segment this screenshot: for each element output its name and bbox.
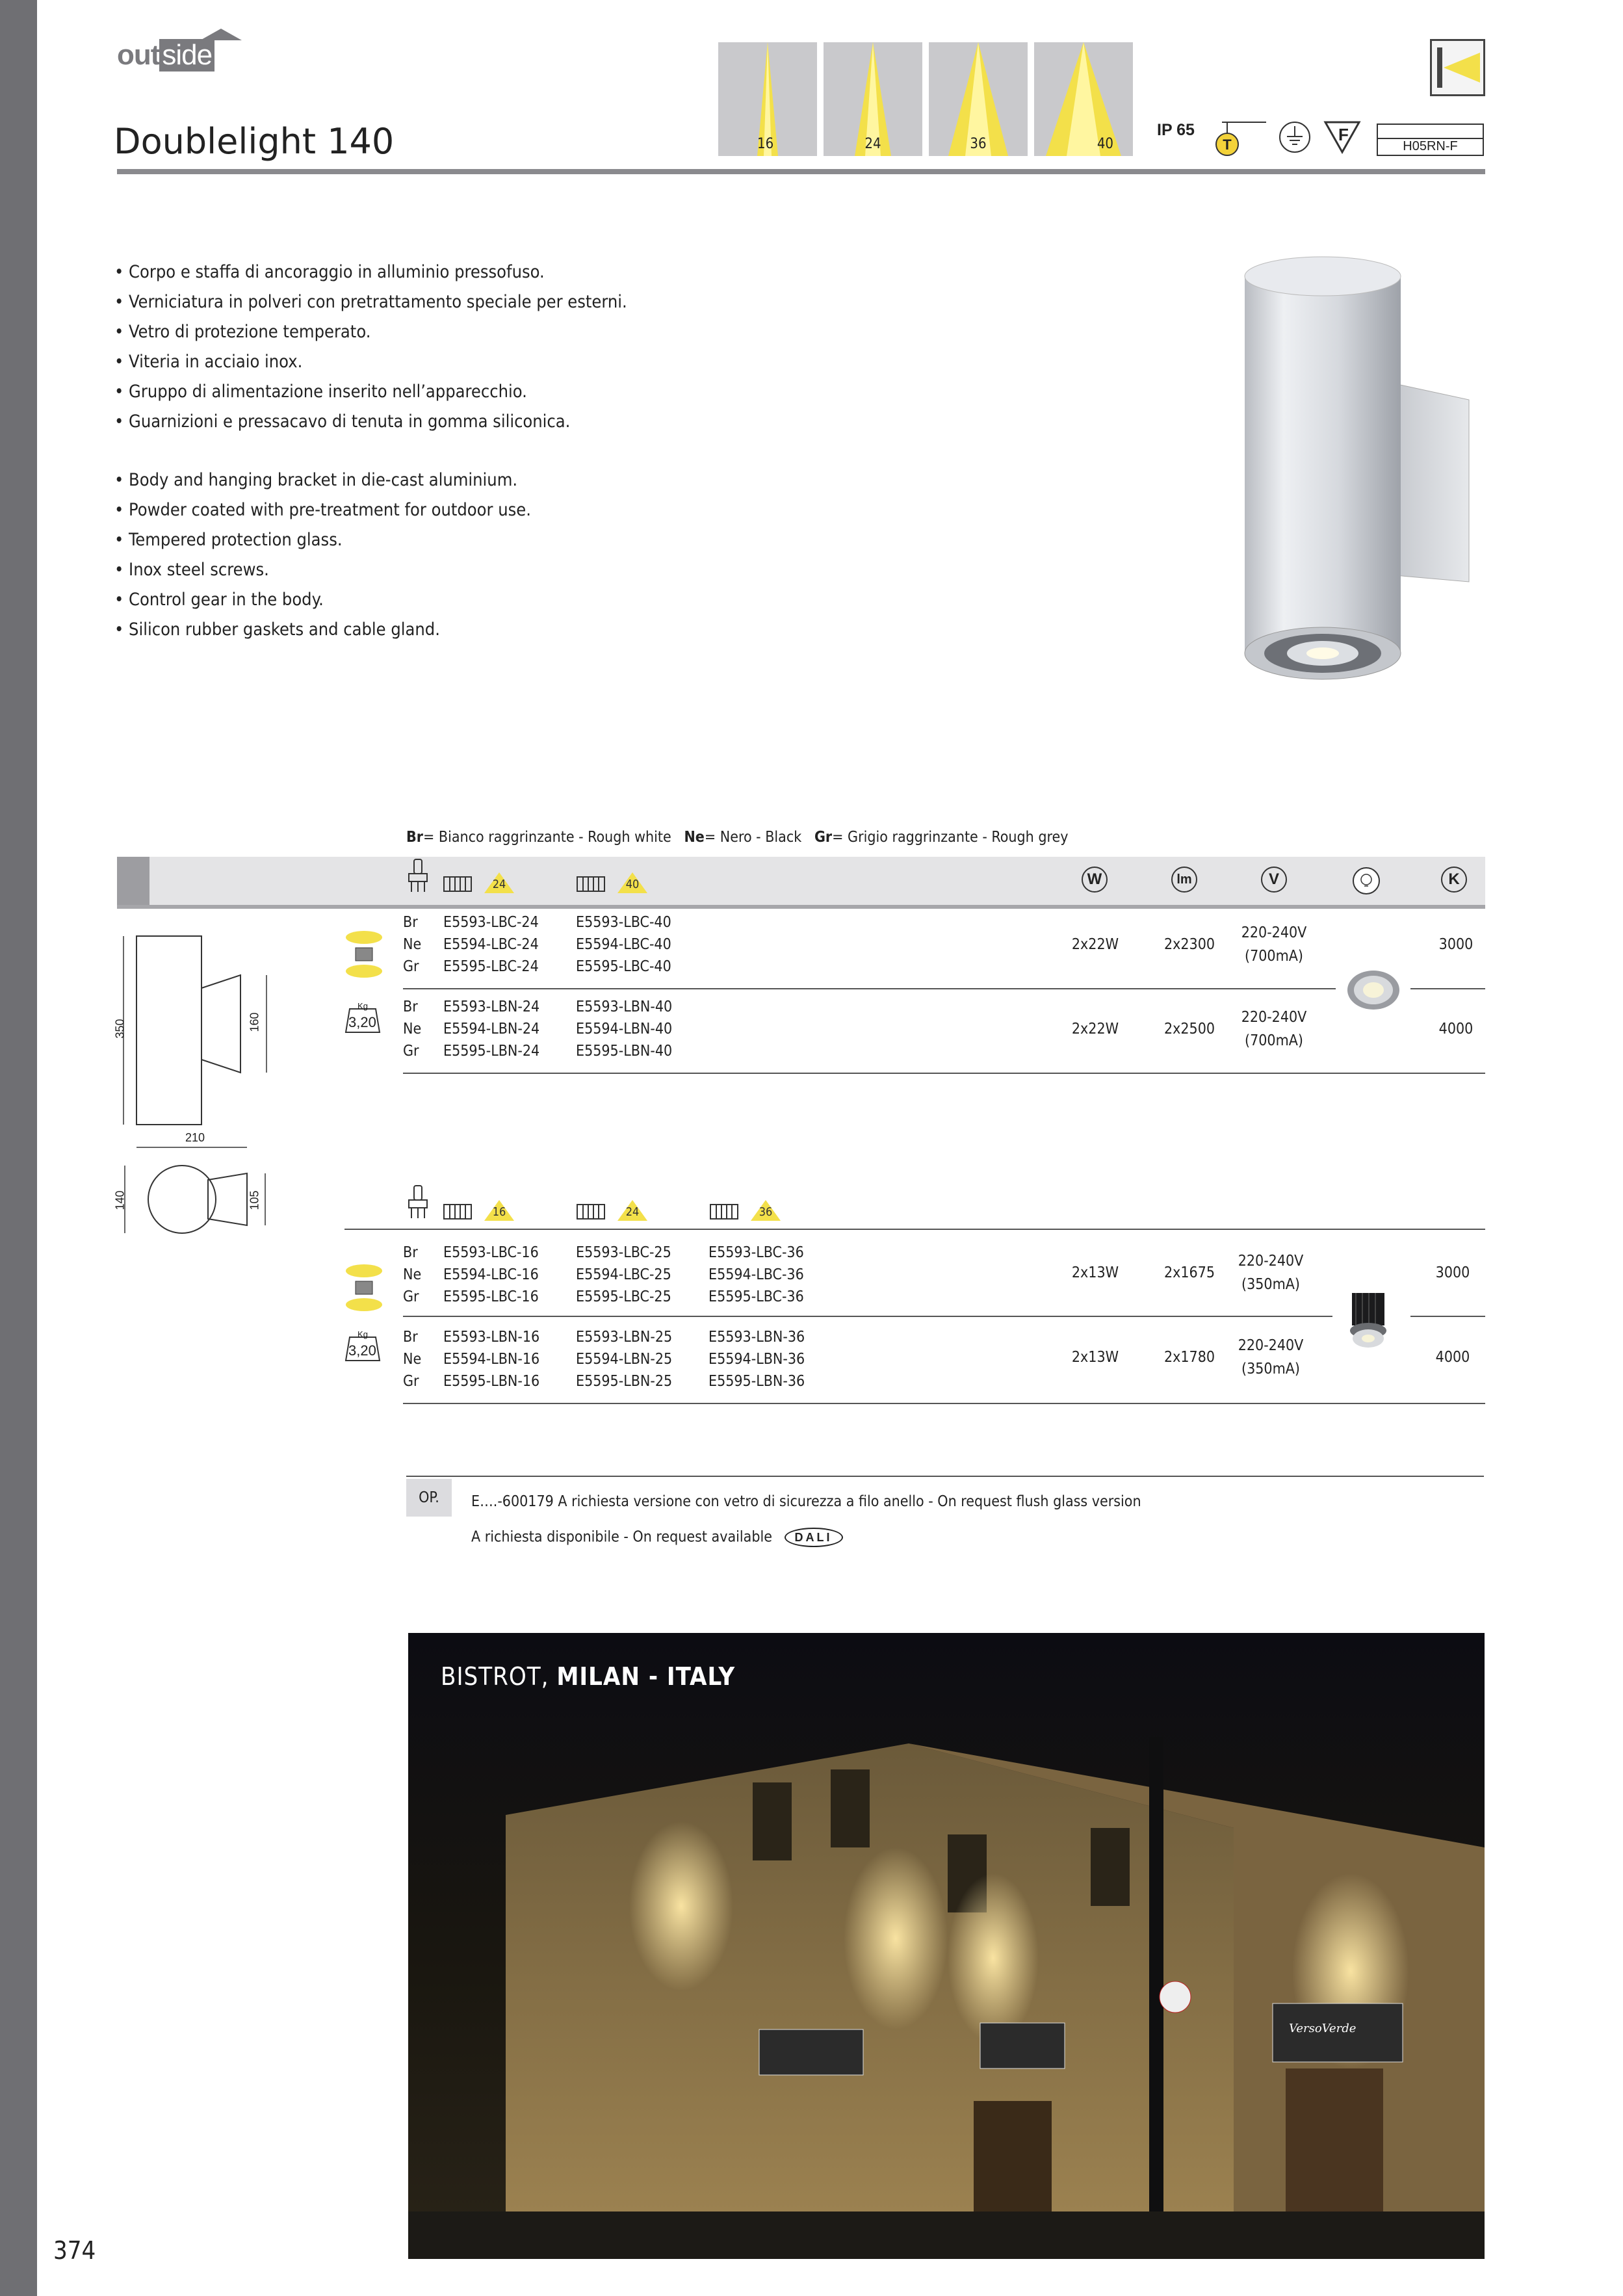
description-italian [114,257,627,437]
cable-type-badge [1377,124,1484,156]
lens-code-icon [443,876,472,894]
beam-label: 36 [970,136,987,152]
beam-24-icon [824,42,922,156]
article-code: E5593-LBC-40 [576,914,671,931]
beam-40-icon [1034,42,1133,156]
article-code: E5594-LBN-40 [576,1021,673,1037]
finish-code: Gr [403,1043,419,1060]
list-item: • Powder coated with pre-treatment for outdoor use. [114,495,531,525]
lamp-holder-icon [406,1184,430,1223]
current-value: (700mA) [1245,948,1303,965]
legend-ne-text: = Nero - Black [704,829,802,846]
article-code: E5593-LBN-36 [708,1329,805,1346]
kelvin-column-icon: K [1441,867,1467,893]
section-divider [344,1229,1485,1230]
lamp-holder-icon [406,858,430,897]
list-item: • Viteria in acciaio inox. [114,347,627,377]
logo-out: out [117,39,160,71]
list-item: • Body and hanging bracket in die-cast aluminium. [114,465,531,495]
article-code: E5595-LBN-24 [443,1043,540,1060]
article-code: E5594-LBN-24 [443,1021,540,1037]
table-group [403,1326,988,1394]
list-item: • Corpo e staffa di ancoraggio in alluminio pressofuso. [114,257,627,287]
beam-angle-badge [484,1200,514,1221]
list-item: • Vetro di protezione temperato. [114,317,627,347]
article-code: E5593-LBN-25 [576,1329,673,1346]
lumen-value: 2x1780 [1163,1349,1215,1366]
beam-angle-badge [617,1200,647,1221]
option-flush-glass: E….-600179 A richiesta versione con vetro di sicurezza a filo anello - On request flush glass version [471,1493,1141,1510]
article-code: E5593-LBC-36 [708,1244,804,1261]
row-divider [1410,988,1485,989]
beam-angle-label: 24 [492,878,506,891]
beam-label: 40 [1097,136,1113,152]
photo-caption [441,1662,735,1691]
list-item: • Tempered protection glass. [114,525,531,555]
beam-label: 16 [757,136,774,152]
list-item: • Guarnizioni e pressacavo di tenuta in gomma siliconica. [114,407,627,437]
article-code: E5593-LBC-24 [443,914,539,931]
volt-value: 220-240V [1241,924,1307,941]
beam-angle-badge [484,872,514,893]
dim-width-210: 210 [185,1131,205,1144]
current-value: (350mA) [1241,1361,1300,1377]
finish-code: Ne [403,1351,422,1368]
beam-angle-badge [617,872,647,893]
options-label: OP. [406,1479,452,1517]
temperature-t-icon [1209,120,1267,163]
table-group [403,996,858,1064]
lens-code-icon [577,876,605,894]
finish-code: Ne [403,1266,422,1283]
beam-label: 24 [864,136,881,152]
table-header-accent [117,857,149,909]
kelvin-value: 4000 [1435,1349,1470,1366]
ip-rating: IP 65 [1157,121,1195,139]
volt-value: 220-240V [1238,1337,1304,1354]
weight-value: 3,20 [348,1342,376,1359]
description-english [114,465,531,645]
row-divider [403,1403,1485,1404]
finish-code: Gr [403,958,419,975]
finish-legend [406,829,1068,846]
lumen-value: 2x1675 [1163,1264,1215,1281]
article-code: E5593-LBN-16 [443,1329,540,1346]
f-mark-icon [1323,120,1362,157]
article-code: E5593-LBN-40 [576,998,673,1015]
watt-value: 2x13W [1071,1264,1119,1281]
finish-code: Br [403,1329,418,1346]
side-band [0,0,37,2296]
row-divider [403,988,1336,989]
watt-column-icon: W [1082,867,1108,893]
lens-code-icon [710,1204,738,1222]
kelvin-value: 4000 [1438,1021,1474,1037]
article-code: E5594-LBC-25 [576,1266,671,1283]
svg-text:Kg: Kg [357,1329,368,1339]
beam-angle-badge [751,1200,781,1221]
article-code: E5594-LBN-36 [708,1351,805,1368]
brand-logo [117,39,214,72]
current-value: (700mA) [1245,1032,1303,1049]
lumen-value: 2x2500 [1163,1021,1215,1037]
finish-code: Br [403,1244,418,1261]
article-code: E5595-LBC-40 [576,958,671,975]
double-beam-icon [341,930,387,984]
kelvin-value: 3000 [1435,1264,1470,1281]
beam-angle-label: 24 [625,1205,640,1219]
article-code: E5594-LBC-36 [708,1266,804,1283]
finish-code: Ne [403,936,422,953]
dali-logo: DALI [785,1528,843,1547]
list-item: • Verniciatura in polveri con pretrattamento speciale per esterni. [114,287,627,317]
cable-type-label: H05RN-F [1403,139,1458,153]
watt-value: 2x13W [1071,1349,1119,1366]
current-value: (350mA) [1241,1276,1300,1293]
finish-code: Gr [403,1373,419,1390]
svg-text:T: T [1223,137,1232,153]
dimension-drawing-side [117,923,286,1166]
kelvin-value: 3000 [1438,936,1474,953]
article-code: E5594-LBC-40 [576,936,671,953]
watt-value: 2x22W [1071,1021,1119,1037]
table-header-rule [117,905,1485,909]
led-module-image [1339,1290,1397,1358]
article-code: E5595-LBC-24 [443,958,539,975]
article-code: E5595-LBN-40 [576,1043,673,1060]
article-code: E5595-LBN-16 [443,1373,540,1390]
list-item: • Gruppo di alimentazione inserito nell’apparecchio. [114,377,627,407]
options-divider [406,1476,1484,1477]
option-dali-text: A richiesta disponibile - On request available [471,1528,772,1546]
article-code: E5593-LBC-25 [576,1244,671,1261]
row-divider [1410,1316,1485,1317]
finish-code: Gr [403,1288,419,1305]
row-divider [403,1073,1485,1074]
product-image [1209,250,1495,708]
list-item: • Control gear in the body. [114,585,531,615]
beam-angle-label: 16 [492,1205,506,1219]
finish-code: Br [403,998,418,1015]
volt-column-icon: V [1261,867,1287,893]
dim-height-160: 160 [248,1012,261,1032]
lens-code-icon [577,1204,605,1222]
svg-text:Kg: Kg [357,1001,368,1011]
table-group [403,1242,988,1310]
article-code: E5595-LBC-36 [708,1288,804,1305]
article-code: E5595-LBN-36 [708,1373,805,1390]
article-code: E5593-LBN-24 [443,998,540,1015]
earth-ground-icon [1277,120,1312,157]
double-beam-icon [341,1263,387,1318]
lens-code-icon [443,1204,472,1222]
legend-br-text: = Bianco raggrinzante - Rough white [422,829,671,846]
list-item: • Inox steel screws. [114,555,531,585]
legend-gr-text: = Grigio raggrinzante - Rough grey [832,829,1069,846]
dim-height-105: 105 [248,1190,261,1210]
article-code: E5595-LBN-25 [576,1373,673,1390]
beam-angle-label: 36 [759,1205,773,1219]
shop-sign-text: VersoVerde [1289,2022,1357,2035]
article-code: E5595-LBC-16 [443,1288,539,1305]
volt-value: 220-240V [1241,1009,1307,1026]
article-code: E5593-LBC-16 [443,1244,539,1261]
legend-gr-code: Gr [814,829,833,846]
led-module-image [1344,967,1403,1015]
photo-caption-place: BISTROT, [441,1662,549,1691]
lumen-column-icon: lm [1171,867,1197,893]
title-divider [117,169,1485,174]
wall-lamp-icon [1430,39,1485,96]
beam-angle-label: 40 [625,878,640,891]
page-title: Doublelight 140 [114,121,395,162]
legend-br-code: Br [406,829,423,846]
watt-value: 2x22W [1071,936,1119,953]
beam-36-icon [929,42,1028,156]
list-item: • Silicon rubber gaskets and cable gland. [114,615,531,645]
legend-ne-code: Ne [684,829,705,846]
article-code: E5594-LBN-16 [443,1351,540,1368]
dim-height-140: 140 [113,1190,127,1210]
table-group [403,911,858,980]
option-dali [471,1528,843,1547]
dim-height-350: 350 [113,1019,127,1039]
article-code: E5594-LBC-16 [443,1266,539,1283]
article-code: E5594-LBC-24 [443,936,539,953]
weight-value: 3,20 [348,1014,376,1030]
svg-text:F: F [1338,125,1349,144]
beam-16-icon [718,42,817,156]
article-code: E5595-LBC-25 [576,1288,671,1305]
volt-value: 220-240V [1238,1253,1304,1270]
logo-side: side [159,39,214,72]
finish-code: Br [403,914,418,931]
row-divider [403,1316,1332,1317]
page-number: 374 [53,2236,96,2265]
bulb-column-icon [1352,867,1381,898]
installation-photo [408,1633,1485,2259]
finish-code: Ne [403,1021,422,1037]
cable-icon [1378,125,1483,139]
article-code: E5594-LBN-25 [576,1351,673,1368]
lumen-value: 2x2300 [1163,936,1215,953]
photo-caption-city: MILAN - ITALY [556,1662,736,1691]
